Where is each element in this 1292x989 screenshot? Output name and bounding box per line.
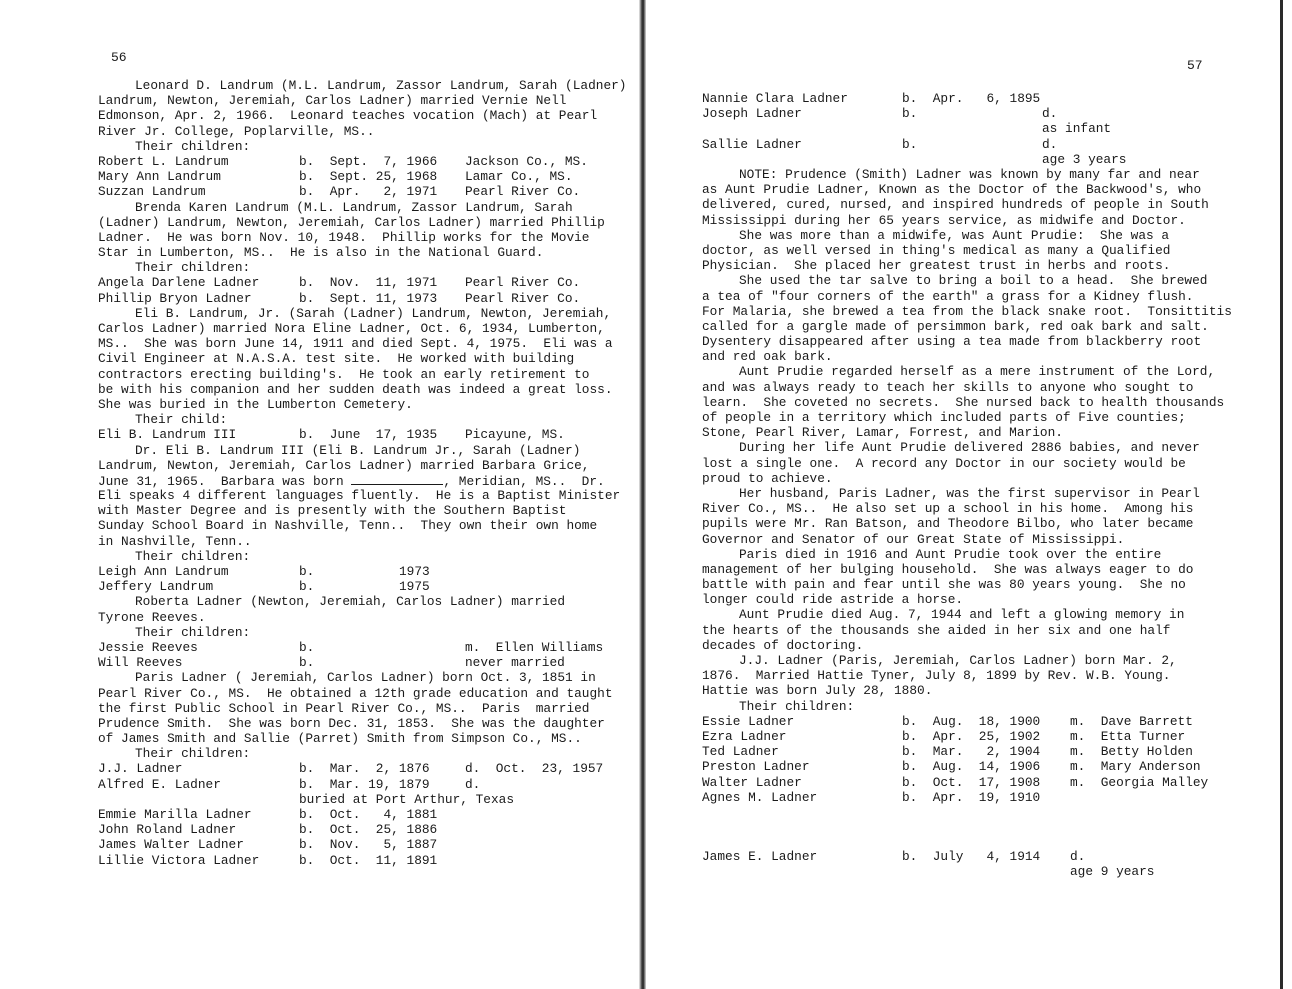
table-row [98,154,638,169]
section-heading: Their children: [739,698,855,714]
entry-birth: b. Mar. 2, 1904 [902,744,1041,760]
table-row [98,853,638,868]
paragraph-line: J.J. Ladner (Paris, Jeremiah, Carlos Ladner) born Mar. 2, [739,653,1177,668]
entry-note: Pearl River Co. [465,275,581,291]
paragraph-line: Leonard D. Landrum (M.L. Landrum, Zassor Landrum, Sarah (Ladner) [135,78,627,93]
paragraph-line: as Aunt Prudie Ladner, Known as the Doctor of the Backwood's, who [702,182,1202,198]
entry-birth: b. [299,564,315,579]
paragraph-line [98,473,638,488]
entry-birth: b. Apr. 6, 1895 [902,91,1041,106]
paragraph-line: She used the tar salve to bring a boil to a head. She brewed [739,273,1208,289]
entry-note: d. [1070,849,1086,864]
right-page-top-entries [702,91,1272,167]
entry-note: m. Betty Holden [1070,744,1193,760]
entry-birth: b. Oct. 4, 1881 [299,807,438,822]
table-row [702,714,1272,729]
entry-name: James E. Ladner [702,849,818,864]
entry-birth: b. Sept. 11, 1973 [299,290,438,306]
paragraph-line: For Malaria, she brewed a tea from the black snake root. Tonsittitis [702,303,1232,319]
entry-name: Joseph Ladner [702,106,802,122]
page-edge [1280,0,1283,989]
entry-note: m. Ellen Williams [465,639,604,655]
paragraph-line: Dr. Eli B. Landrum III (Eli B. Landrum Jr., Sarah (Ladner) [135,442,581,458]
paragraph-line: Civil Engineer at N.A.S.A. test site. He worked with building [98,351,575,367]
table-row [98,169,638,184]
table-row [98,655,638,670]
paragraph-line: pupils were Mr. Ran Batson, and Theodore Bilbo, who later became [702,516,1194,532]
paragraph-line: lost a single one. A record any Doctor in our society would be [702,455,1186,471]
entry-birth: b. Sept. 25, 1968 [299,169,438,185]
table-row [702,137,1272,152]
right-page-text [702,167,1272,805]
entry-name: Will Reeves [98,655,183,671]
paragraph-line: Her husband, Paris Ladner, was the first supervisor in Pearl [739,485,1200,501]
entry-note: Pearl River Co. [465,290,581,306]
paragraph-line: During her life Aunt Prudie delivered 2886 babies, and never [739,440,1200,456]
paragraph-line: River Jr. College, Poplarville, MS.. [98,123,375,139]
page-number: 57 [1187,58,1203,73]
entry-birth: b. Aug. 14, 1906 [902,759,1041,775]
paragraph-line: Carlos Ladner) married Nora Eline Ladner, Oct. 6, 1934, Lumberton, [98,321,605,336]
entry-birth: b. July 4, 1914 [902,849,1041,864]
entry-name: Essie Ladner [702,713,795,729]
entry-name: Robert L. Landrum [98,153,229,169]
table-row [98,291,638,306]
paragraph-line: a tea of "four corners of the earth" a grass for a Kidney flush. [702,288,1194,304]
entry-name: Angela Darlene Ladner [98,275,260,291]
paragraph-line: 1876. Married Hattie Tyner, July 8, 1899 by Rev. W.B. Young. [702,668,1171,684]
section-heading: Their children: [135,138,251,154]
entry-note: d. [1042,136,1058,152]
entry-name: Leigh Ann Landrum [98,564,229,579]
table-row [98,579,638,594]
entry-birth: b. Mar. 19, 1879 [299,776,430,792]
entry-note: d. [1042,106,1058,122]
entry-name: Jessie Reeves [98,639,198,655]
paragraph-line: contractors erecting building's. He took an early retirement to [98,366,590,382]
entry-birth: b. [299,579,315,595]
entry-note: age 9 years [1070,864,1155,880]
paragraph-line: (Ladner) Landrum, Newton, Jeremiah, Carlos Ladner) married Phillip [98,214,605,230]
paragraph-line: She was more than a midwife, was Aunt Prudie: She was a [739,227,1170,243]
entry-note: d. [465,776,481,792]
entry-name: Emmie Marilla Ladner [98,807,252,822]
right-page [646,0,1286,989]
paragraph-line: and was always ready to teach her skills to anyone who sought to [702,379,1194,395]
entry-birth: b. Oct. 11, 1891 [299,852,438,868]
paragraph-line: Physician. She placed her greatest trust in herbs and roots. [702,258,1171,274]
entry-note: Picayune, MS. [465,427,565,443]
entry-name: Jeffery Landrum [98,579,214,595]
paragraph-line: Eli B. Landrum, Jr. (Sarah (Ladner) Landrum, Newton, Jeremiah, [135,305,612,321]
paragraph-line: Hattie was born July 28, 1880. [702,683,933,699]
paragraph-line: Ladner. He was born Nov. 10, 1948. Phillip works for the Movie [98,229,590,245]
section-heading: Their children: [135,260,251,276]
entry-note: Jackson Co., MS. [465,153,588,169]
section-heading: Their children: [135,548,251,564]
entry-name: Ezra Ladner [702,728,787,744]
table-row [98,275,638,290]
paragraph-line: Aunt Prudie regarded herself as a mere instrument of the Lord, [739,364,1216,380]
paragraph-line: management of her bulging household. She was always eager to do [702,561,1194,577]
paragraph-line: NOTE: Prudence (Smith) Ladner was known by many far and near [739,167,1200,182]
table-row [98,807,638,822]
entry-birth: b. Oct. 25, 1886 [299,822,438,838]
table-row [702,729,1272,744]
entry-name: John Roland Ladner [98,822,237,838]
entry-name: Ted Ladner [702,744,779,760]
entry-name: Phillip Bryon Ladner [98,290,252,306]
paragraph-line: Aunt Prudie died Aug. 7, 1944 and left a glowing memory in [739,607,1185,623]
table-row [702,106,1272,121]
entry-birth: b. Nov. 11, 1971 [299,275,438,291]
left-page-text [98,78,638,868]
entry-name: Lillie Victora Ladner [98,852,260,868]
table-row [702,790,1272,805]
table-row [702,864,1272,879]
table-row [98,427,638,442]
entry-note: m. Georgia Malley [1070,774,1209,790]
paragraph-line: Eli speaks 4 different languages fluently. He is a Baptist Minister [98,488,621,504]
section-heading: Their children: [135,746,251,762]
table-row [98,761,638,776]
section-heading: Their child: [135,412,228,428]
paragraph-line: of James Smith and Sallie (Parret) Smith from Simpson Co., MS.. [98,731,582,747]
entry-note: m. Mary Anderson [1070,759,1201,775]
entry-name: Agnes M. Ladner [702,789,818,805]
paragraph-line: Edmonson, Apr. 2, 1966. Leonard teaches vocation (Mach) at Pearl [98,108,598,124]
table-row [98,564,638,579]
table-row [702,152,1272,167]
paragraph-line: called for a gargle made of persimmon bark, red oak bark and salt. [702,318,1209,334]
entry-name: Eli B. Landrum III [98,427,237,443]
table-row [702,775,1272,790]
entry-name: James Walter Ladner [98,837,244,853]
table-row [98,640,638,655]
paragraph-line: of people in a territory which included parts of Five counties; [702,410,1186,425]
entry-note: m. Etta Turner [1070,728,1186,744]
table-row [702,849,1272,864]
table-row [702,759,1272,774]
book-gutter [639,0,646,989]
paragraph-line: Landrum, Newton, Jeremiah, Carlos Ladner) married Vernie Nell [98,93,567,109]
entry-name: Suzzan Landrum [98,184,206,200]
entry-birth: b. Nov. 5, 1887 [299,837,438,853]
paragraph-line: Star in Lumberton, MS.. He is also in the National Guard. [98,245,544,261]
entry-birth: b. Oct. 17, 1908 [902,774,1041,790]
entry-name: Walter Ladner [702,774,802,790]
paragraph-line: She was buried in the Lumberton Cemetery. [98,396,413,412]
entry-name: Alfred E. Ladner [98,776,221,792]
paragraph-line: Prudence Smith. She was born Dec. 31, 1853. She was the daughter [98,715,605,731]
entry-birth: buried at Port Arthur, Texas [299,791,515,807]
entry-note: Lamar Co., MS. [465,169,573,185]
table-row [702,91,1272,106]
paragraph-line: longer could ride astride a horse. [702,592,964,608]
table-row [98,777,638,792]
paragraph-line: Governor and Senator of our Great State of Mississippi. [702,531,1125,547]
entry-birth: b. [299,655,315,671]
entry-name: Nannie Clara Ladner [702,91,848,106]
page-number: 56 [111,50,127,65]
paragraph-line: the first Public School in Pearl River Co., MS.. Paris married [98,700,590,716]
entry-birth: b. Apr. 19, 1910 [902,789,1041,805]
paragraph-line: learn. She coveted no secrets. She nursed back to health thousands [702,394,1225,410]
paragraph-line: doctor, as well versed in thing's medical as many a Qualified [702,242,1171,258]
entry-note: 1975 [399,579,430,595]
entry-note: m. Dave Barrett [1070,713,1193,729]
paragraph-line: Stone, Pearl River, Lamar, Forrest, and Marion. [702,425,1063,441]
paragraph-line: with Master Degree and is presently with the Southern Baptist [98,503,567,519]
blank-line [351,473,443,485]
paragraph-line: be with his companion and her sudden death was indeed a great loss. [98,381,613,397]
entry-birth: b. [902,136,918,152]
entry-birth: b. June 17, 1935 [299,427,438,443]
entry-birth: b. Apr. 2, 1971 [299,184,438,200]
paragraph-line: Dysentery disappeared after using a tea made from blackberry root [702,334,1202,350]
entry-birth: b. Sept. 7, 1966 [299,153,438,169]
entry-birth: b. Apr. 25, 1902 [902,728,1041,744]
entry-birth: b. Aug. 18, 1900 [902,713,1041,729]
paragraph-line: delivered, cured, nursed, and inspired hundreds of people in South [702,197,1209,213]
paragraph-line: Paris Ladner ( Jeremiah, Carlos Ladner) born Oct. 3, 1851 in [135,670,596,686]
table-row [98,837,638,852]
right-page-bottom-entries [702,849,1272,879]
left-page [0,0,644,989]
entry-name: Mary Ann Landrum [98,169,221,185]
paragraph-line: Roberta Ladner (Newton, Jeremiah, Carlos Ladner) married [135,594,566,610]
entry-note: d. Oct. 23, 1957 [465,761,604,777]
entry-note: age 3 years [1042,151,1127,167]
entry-name: J.J. Ladner [98,761,183,777]
text-run: June 31, 1965. Barbara was born [98,473,352,489]
paragraph-line: River Co., MS.. He also set up a school in his home. Among his [702,501,1194,517]
table-row [702,744,1272,759]
paragraph-line: decades of doctoring. [702,637,864,653]
table-row [98,792,638,807]
paragraph-line: battle with pain and fear until she was 80 years young. She no [702,577,1186,593]
entry-name: Sallie Ladner [702,136,802,152]
entry-note: never married [465,655,565,671]
paragraph-line: in Nashville, Tenn.. [98,533,252,549]
paragraph-line: proud to achieve. [702,470,833,486]
paragraph-line: Brenda Karen Landrum (M.L. Landrum, Zassor Landrum, Sarah [135,199,573,215]
entry-birth: b. [902,106,918,122]
entry-note: as infant [1042,121,1112,137]
table-row [702,121,1272,136]
paragraph-line: Landrum, Newton, Jeremiah, Carlos Ladner) married Barbara Grice, [98,457,590,473]
entry-note: Pearl River Co. [465,184,581,200]
paragraph-line: Paris died in 1916 and Aunt Prudie took over the entire [739,546,1162,562]
table-row [98,822,638,837]
paragraph-line: Tyrone Reeves. [98,609,206,625]
paragraph-line: the hearts of the thousands she aided in her six and one half [702,622,1171,638]
text-run: , Meridian, MS.. Dr. [443,473,605,489]
paragraph-line: MS.. She was born June 14, 1911 and died Sept. 4, 1975. Eli was a [98,336,613,352]
paragraph-line: Pearl River Co., MS. He obtained a 12th grade education and taught [98,685,613,701]
section-heading: Their children: [135,624,251,640]
paragraph-line: Mississippi during her 65 years service, as midwife and Doctor. [702,212,1186,228]
table-row [98,184,638,199]
entry-birth: b. [299,639,315,655]
entry-note: 1973 [399,564,430,579]
paragraph-line: Sunday School Board in Nashville, Tenn.. They own their own home [98,518,598,534]
entry-name: Preston Ladner [702,759,810,775]
entry-birth: b. Mar. 2, 1876 [299,761,430,777]
paragraph-line: and red oak bark. [702,349,833,365]
